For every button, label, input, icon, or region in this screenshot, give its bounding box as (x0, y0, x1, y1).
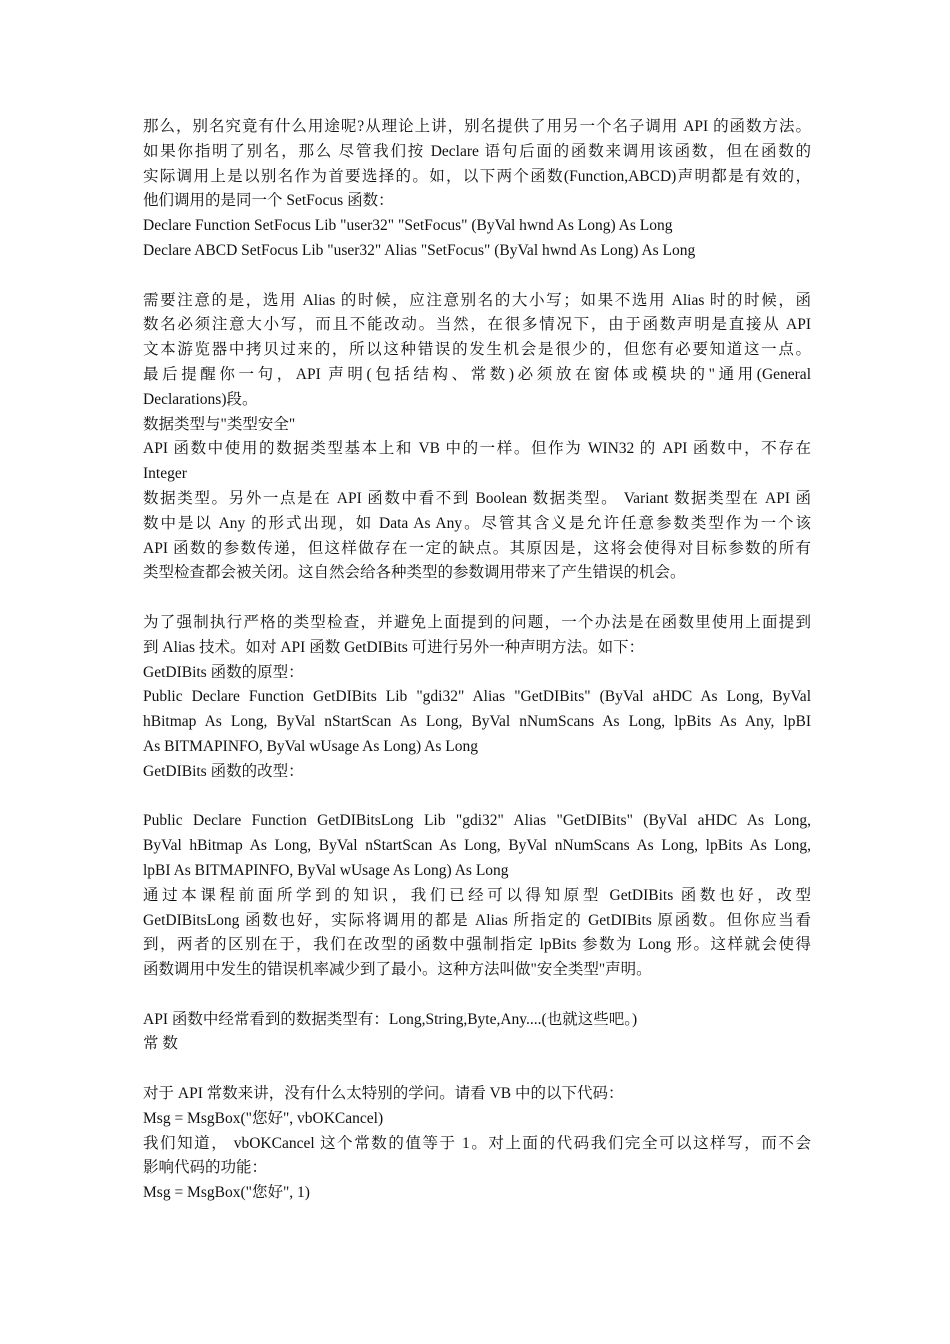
text-line: 对于 API 常数来讲，没有什么太特别的学问。请看 VB 中的以下代码： (143, 1085, 624, 1103)
text-line: API 函数中使用的数据类型基本上和 VB 中的一样。但作为 WIN32 的 API 函数中，不存在 (143, 440, 811, 458)
text-line: Integer (143, 465, 187, 483)
text-line: 数名必须注意大小写，而且不能改动。当然，在很多情况下，由于函数声明是直接从 API (143, 316, 811, 334)
text-line: ByVal hBitmap As Long, ByVal nStartScan As Long, ByVal nNumScans As Long, lpBits As Long, (143, 837, 811, 855)
text-line: 如果你指明了别名，那么 尽管我们按 Declare 语句后面的函数来调用该函数，但在函数的 (143, 142, 811, 160)
text-line: hBitmap As Long, ByVal nStartScan As Long, ByVal nNumScans As Long, lpBits As Any, lpBI (143, 713, 811, 731)
text-line: 数中是以 Any 的形式出现，如 Data As Any。尽管其含义是允许任意参数类型作为一个该 (143, 514, 811, 532)
text-line: Public Declare Function GetDIBits Lib "gdi32" Alias "GetDIBits" (ByVal aHDC As Long, ByVal (143, 688, 811, 706)
text-line: GetDIBits 函数的原型： (143, 663, 304, 681)
text-line: 最后提醒你一句，API 声明(包括结构、常数)必须放在窗体或模块的"通用(General (143, 365, 811, 383)
text-line: As BITMAPINFO, ByVal wUsage As Long) As Long (143, 737, 478, 755)
paragraph-gap (143, 983, 811, 1008)
text-line: 常 数 (143, 1035, 178, 1053)
text-line: GetDIBits 函数的改型： (143, 762, 304, 780)
paragraph-gap (143, 1057, 811, 1082)
text-line: 类型检查都会被关闭。这自然会给各种类型的参数调用带来了产生错误的机会。 (143, 564, 686, 582)
text-line: 函数调用中发生的错误机率减少到了最小。这种方法叫做"安全类型"声明。 (143, 961, 652, 979)
text-line: Declare Function SetFocus Lib "user32" "SetFocus" (ByVal hwnd As Long) As Long (143, 217, 673, 235)
text-line: 为了强制执行严格的类型检查，并避免上面提到的问题，一个办法是在函数里使用上面提到 (143, 613, 811, 631)
text-line: 通过本课程前面所学到的知识，我们已经可以得知原型 GetDIBits 函数也好，改型 (143, 886, 811, 904)
text-line: Msg = MsgBox("您好", 1) (143, 1184, 310, 1202)
text-line: Msg = MsgBox("您好", vbOKCancel) (143, 1109, 384, 1127)
text-line: 需要注意的是，选用 Alias 的时候，应注意别名的大小写；如果不选用 Alias 时的时候，函 (143, 291, 811, 309)
text-line: 数据类型与"类型安全" (143, 415, 296, 433)
paragraph-gap (143, 785, 811, 810)
text-line: 他们调用的是同一个 SetFocus 函数： (143, 192, 394, 210)
text-line: 文本游览器中拷贝过来的，所以这种错误的发生机会是很少的，但您有必要知道这一点。 (143, 341, 811, 359)
text-line: 到，两者的区别在于，我们在改型的函数中强制指定 lpBits 参数为 Long 形。这样就会使得 (143, 936, 811, 954)
document-page (143, 115, 811, 1206)
text-line: GetDIBitsLong 函数也好，实际将调用的都是 Alias 所指定的 GetDIBits 原函数。但你应当看 (143, 911, 811, 929)
text-line: API 函数的参数传递，但这样做存在一定的缺点。其原因是，这将会使得对目标参数的所有 (143, 539, 811, 557)
text-line: 实际调用上是以别名作为首要选择的。如，以下两个函数(Function,ABCD)声明都是有效的， (143, 167, 811, 185)
paragraph-gap (143, 264, 811, 289)
text-line: lpBI As BITMAPINFO, ByVal wUsage As Long) As Long (143, 861, 509, 879)
text-line: 影响代码的功能： (143, 1159, 268, 1177)
text-line: Declarations)段。 (143, 390, 258, 408)
text-line: Declare ABCD SetFocus Lib "user32" Alias "SetFocus" (ByVal hwnd As Long) As Long (143, 241, 696, 259)
text-line: Public Declare Function GetDIBitsLong Lib "gdi32" Alias "GetDIBits" (ByVal aHDC As Long, (143, 812, 811, 830)
text-line: 到 Alias 技术。如对 API 函数 GetDIBits 可进行另外一种声明方法。如下： (143, 638, 645, 656)
paragraph-gap (143, 586, 811, 611)
text-line: 我们知道， vbOKCancel 这个常数的值等于 1。对上面的代码我们完全可以这样写，而不会 (143, 1134, 811, 1152)
text-line: API 函数中经常看到的数据类型有：Long,String,Byte,Any....(也就这些吧。) (143, 1010, 638, 1028)
text-line: 那么，别名究竟有什么用途呢?从理论上讲，别名提供了用另一个名子调用 API 的函数方法。 (143, 118, 811, 135)
text-line: 数据类型。另外一点是在 API 函数中看不到 Boolean 数据类型。 Variant 数据类型在 API 函 (143, 489, 811, 507)
